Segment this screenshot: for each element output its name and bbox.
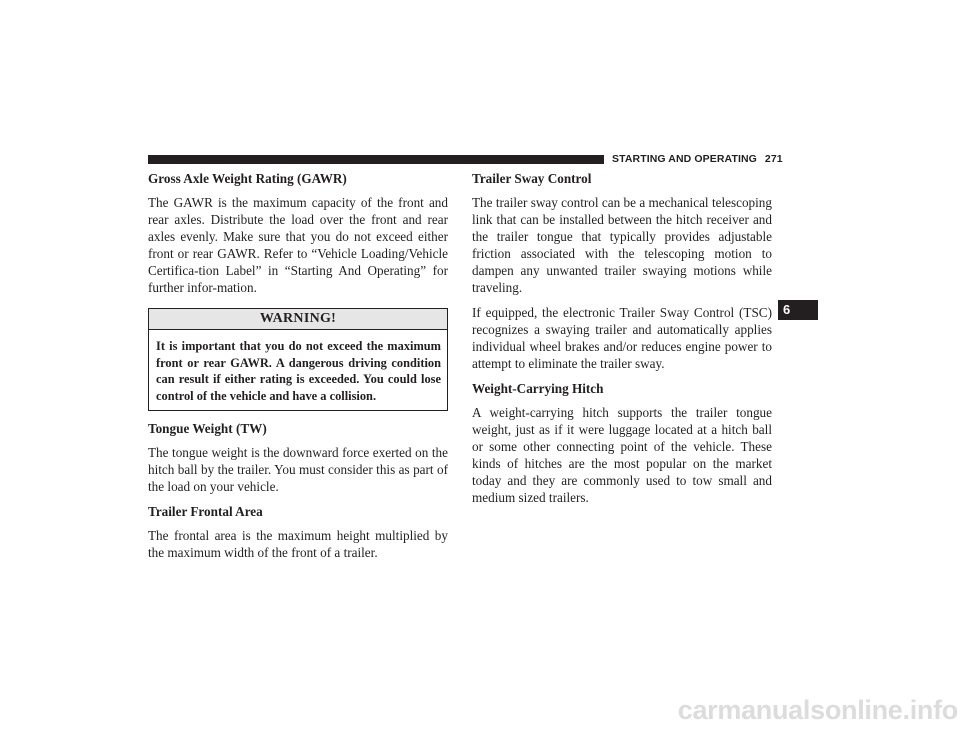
- tsc-paragraph: If equipped, the electronic Trailer Sway Control (TSC) recognizes a swaying trailer and automatically applies individual wheel brakes and/or reduces engine power to attempt to eliminate the trailer sway.: [472, 305, 772, 371]
- tongue-weight-heading: Tongue Weight (TW): [148, 421, 267, 436]
- header-section-title: STARTING AND OPERATING: [612, 153, 757, 165]
- sway-control-heading: Trailer Sway Control: [472, 171, 592, 186]
- left-column: [148, 170, 448, 569]
- weight-carrying-hitch-paragraph: A weight-carrying hitch supports the trailer tongue weight, just as if it were luggage located at a hitch ball or some other connecting point of the vehicle. These kinds of hitches are the most popular on the market today and they are commonly used to tow small and medium sized trailers.: [472, 405, 772, 505]
- gawr-heading: Gross Axle Weight Rating (GAWR): [148, 171, 347, 186]
- watermark: carmanualsonline.info: [677, 695, 958, 725]
- warning-box: [148, 308, 448, 411]
- sway-control-paragraph: The trailer sway control can be a mechanical telescoping link that can be installed between the hitch receiver and the trailer tongue that typically provides adjustable friction associated with the telescoping motion to dampen any unwanted trailer swaying motions while traveling.: [472, 195, 772, 295]
- running-header: [612, 153, 784, 166]
- chapter-tab: 6: [778, 300, 818, 320]
- frontal-area-heading: Trailer Frontal Area: [148, 504, 263, 519]
- page-number: 271: [764, 153, 783, 165]
- header-rule: [148, 155, 604, 164]
- frontal-area-paragraph: The frontal area is the maximum height multiplied by the maximum width of the front of a trailer.: [148, 528, 448, 560]
- warning-text: It is important that you do not exceed the maximum front or rear GAWR. A dangerous driving condition can result if either rating is exceeded. You could lose control of the vehicle and have a collision.: [156, 339, 441, 403]
- weight-carrying-hitch-heading: Weight-Carrying Hitch: [472, 381, 604, 396]
- warning-title: WARNING!: [149, 309, 447, 330]
- right-column: [472, 170, 772, 514]
- gawr-paragraph: The GAWR is the maximum capacity of the front and rear axles. Distribute the load over the front and rear axles evenly. Make sure that you do not exceed either front or rear GAWR. Refer to “Vehicle Loading/Vehicle Certifica-tion Label” in “Starting And Operating” for further infor-mation.: [148, 195, 448, 295]
- tongue-weight-paragraph: The tongue weight is the downward force exerted on the hitch ball by the trailer. You must consider this as part of the load on your vehicle.: [148, 445, 448, 494]
